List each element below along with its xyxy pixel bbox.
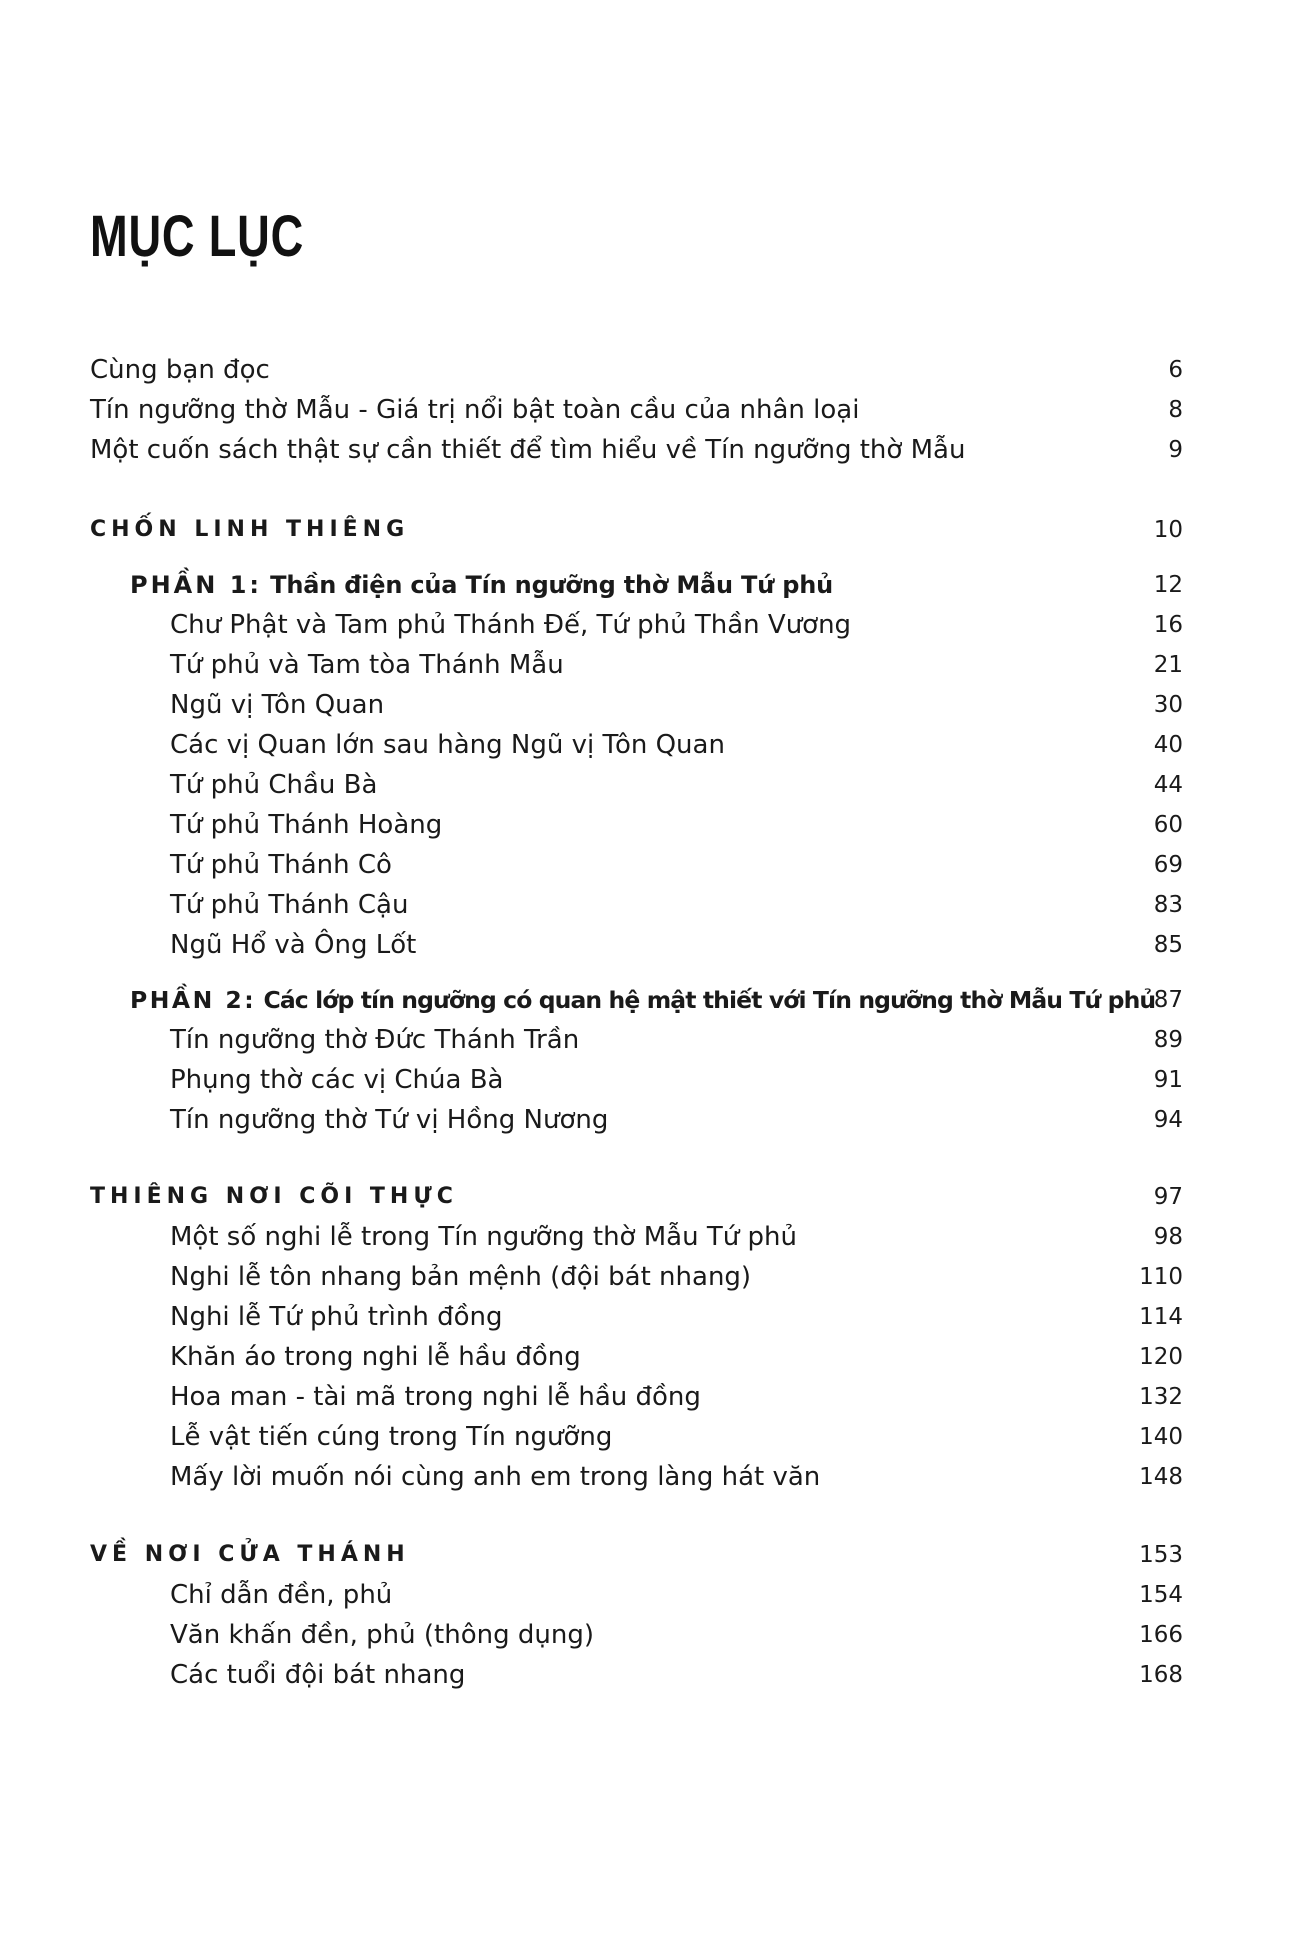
toc-entry-page: 89 (1153, 1027, 1183, 1053)
toc-entry-label: Nghi lễ Tứ phủ trình đồng (170, 1302, 503, 1332)
toc-entry[interactable] (0, 390, 1291, 430)
toc-entry[interactable] (0, 645, 1291, 685)
toc-entry-page: 40 (1153, 732, 1183, 758)
toc-entry-page: 140 (1139, 1424, 1183, 1450)
toc-section-heading[interactable] (0, 1177, 1291, 1217)
toc-entry[interactable] (0, 1337, 1291, 1377)
toc-entry-page: 8 (1168, 397, 1183, 423)
toc-entry-label: Phụng thờ các vị Chúa Bà (170, 1065, 504, 1095)
toc-entry-page: 148 (1139, 1464, 1183, 1490)
toc-entry-label: Tứ phủ Chầu Bà (170, 770, 378, 800)
part-title: Các lớp tín ngưỡng có quan hệ mật thiết với Tín ngưỡng thờ Mẫu Tứ phủ (263, 986, 1156, 1014)
section-label: VỀ NƠI CỬA THÁNH (90, 1542, 410, 1567)
toc-entry-label: Ngũ vị Tôn Quan (170, 690, 385, 720)
toc-part-heading[interactable] (0, 565, 1291, 605)
toc-entry-page: 168 (1139, 1662, 1183, 1688)
toc-entry[interactable] (0, 1655, 1291, 1695)
toc-entry-label: Chư Phật và Tam phủ Thánh Đế, Tứ phủ Thần Vương (170, 610, 852, 640)
toc-entry-page: 98 (1153, 1224, 1183, 1250)
toc-entry-page: 166 (1139, 1622, 1183, 1648)
toc-entry-page: 114 (1139, 1304, 1183, 1330)
toc-entry[interactable] (0, 765, 1291, 805)
toc-entry[interactable] (0, 1020, 1291, 1060)
toc-entry-page: 94 (1153, 1107, 1183, 1133)
toc-entry[interactable] (0, 805, 1291, 845)
toc-entry[interactable] (0, 1575, 1291, 1615)
toc-entry-label: Tứ phủ Thánh Hoàng (170, 810, 443, 840)
toc-entry-label: Các vị Quan lớn sau hàng Ngũ vị Tôn Quan (170, 730, 725, 760)
section-page: 153 (1139, 1542, 1183, 1568)
toc-entry[interactable] (0, 1217, 1291, 1257)
toc-entry[interactable] (0, 605, 1291, 645)
toc-entry-label: Tín ngưỡng thờ Tứ vị Hồng Nương (170, 1105, 609, 1135)
toc-entry-label: Một số nghi lễ trong Tín ngưỡng thờ Mẫu Tứ phủ (170, 1222, 797, 1252)
toc-entry-label: Tứ phủ Thánh Cô (170, 850, 392, 880)
toc-entry-label: Chỉ dẫn đền, phủ (170, 1580, 393, 1610)
part-prefix: PHẦN 2: (130, 986, 257, 1014)
section-label: CHỐN LINH THIÊNG (90, 517, 410, 542)
page-title: MỤC LỤC (90, 204, 305, 269)
toc-entry-page: 85 (1153, 932, 1183, 958)
toc-entry[interactable] (0, 1100, 1291, 1140)
toc-entry-label: Tứ phủ Thánh Cậu (170, 890, 409, 920)
toc-entry-page: 154 (1139, 1582, 1183, 1608)
toc-entry-label: Hoa man - tài mã trong nghi lễ hầu đồng (170, 1382, 701, 1412)
toc-entry[interactable] (0, 885, 1291, 925)
toc-entry-label: Ngũ Hổ và Ông Lốt (170, 930, 417, 960)
toc-entry[interactable] (0, 1297, 1291, 1337)
toc-entry-page: 110 (1139, 1264, 1183, 1290)
toc-entry-label: Tứ phủ và Tam tòa Thánh Mẫu (170, 650, 564, 680)
part-title: Thần điện của Tín ngưỡng thờ Mẫu Tứ phủ (270, 571, 834, 599)
toc-entry-page: 16 (1153, 612, 1183, 638)
toc-entry[interactable] (0, 430, 1291, 470)
toc-entry-label: Tín ngưỡng thờ Mẫu - Giá trị nổi bật toàn cầu của nhân loại (90, 395, 860, 425)
toc-entry-label: Mấy lời muốn nói cùng anh em trong làng hát văn (170, 1462, 821, 1492)
toc-entry[interactable] (0, 845, 1291, 885)
toc-entry[interactable] (0, 1417, 1291, 1457)
toc-entry[interactable] (0, 350, 1291, 390)
toc-entry-page: 120 (1139, 1344, 1183, 1370)
toc-entry[interactable] (0, 1377, 1291, 1417)
toc-entry-label: Tín ngưỡng thờ Đức Thánh Trần (170, 1025, 580, 1055)
toc-entry-page: 6 (1168, 357, 1183, 383)
toc-entry[interactable] (0, 725, 1291, 765)
toc-part-heading[interactable] (0, 980, 1291, 1020)
toc-entry-page: 69 (1153, 852, 1183, 878)
toc-entry-page: 30 (1153, 692, 1183, 718)
toc-entry-label: Văn khấn đền, phủ (thông dụng) (170, 1620, 594, 1650)
toc-section-heading[interactable] (0, 510, 1291, 550)
toc-entry-label: Một cuốn sách thật sự cần thiết để tìm hiểu về Tín ngưỡng thờ Mẫu (90, 435, 966, 465)
toc-entry-page: 60 (1153, 812, 1183, 838)
toc-entry-label: Cùng bạn đọc (90, 355, 270, 385)
toc-entry[interactable] (0, 925, 1291, 965)
section-page: 10 (1153, 517, 1183, 543)
part-prefix: PHẦN 1: (130, 571, 262, 599)
section-page: 97 (1153, 1184, 1183, 1210)
part-label (130, 980, 1155, 1020)
toc-entry-label: Lễ vật tiến cúng trong Tín ngưỡng (170, 1422, 613, 1452)
toc-entry[interactable] (0, 1060, 1291, 1100)
toc-entry[interactable] (0, 1257, 1291, 1297)
toc-entry-page: 9 (1168, 437, 1183, 463)
toc-entry-label: Các tuổi đội bát nhang (170, 1660, 466, 1690)
toc-entry-page: 83 (1153, 892, 1183, 918)
section-label: THIÊNG NƠI CÕI THỰC (90, 1184, 458, 1209)
part-page: 12 (1153, 572, 1183, 598)
toc-entry-label: Khăn áo trong nghi lễ hầu đồng (170, 1342, 581, 1372)
toc-section-heading[interactable] (0, 1535, 1291, 1575)
toc-entry-page: 132 (1139, 1384, 1183, 1410)
toc-entry-page: 91 (1153, 1067, 1183, 1093)
toc-entry-page: 21 (1153, 652, 1183, 678)
part-page: 87 (1153, 987, 1183, 1013)
toc-entry[interactable] (0, 1615, 1291, 1655)
toc-entry[interactable] (0, 685, 1291, 725)
toc-entry-label: Nghi lễ tôn nhang bản mệnh (đội bát nhang) (170, 1262, 752, 1292)
part-label (130, 565, 833, 605)
toc-entry-page: 44 (1153, 772, 1183, 798)
toc-entry[interactable] (0, 1457, 1291, 1497)
